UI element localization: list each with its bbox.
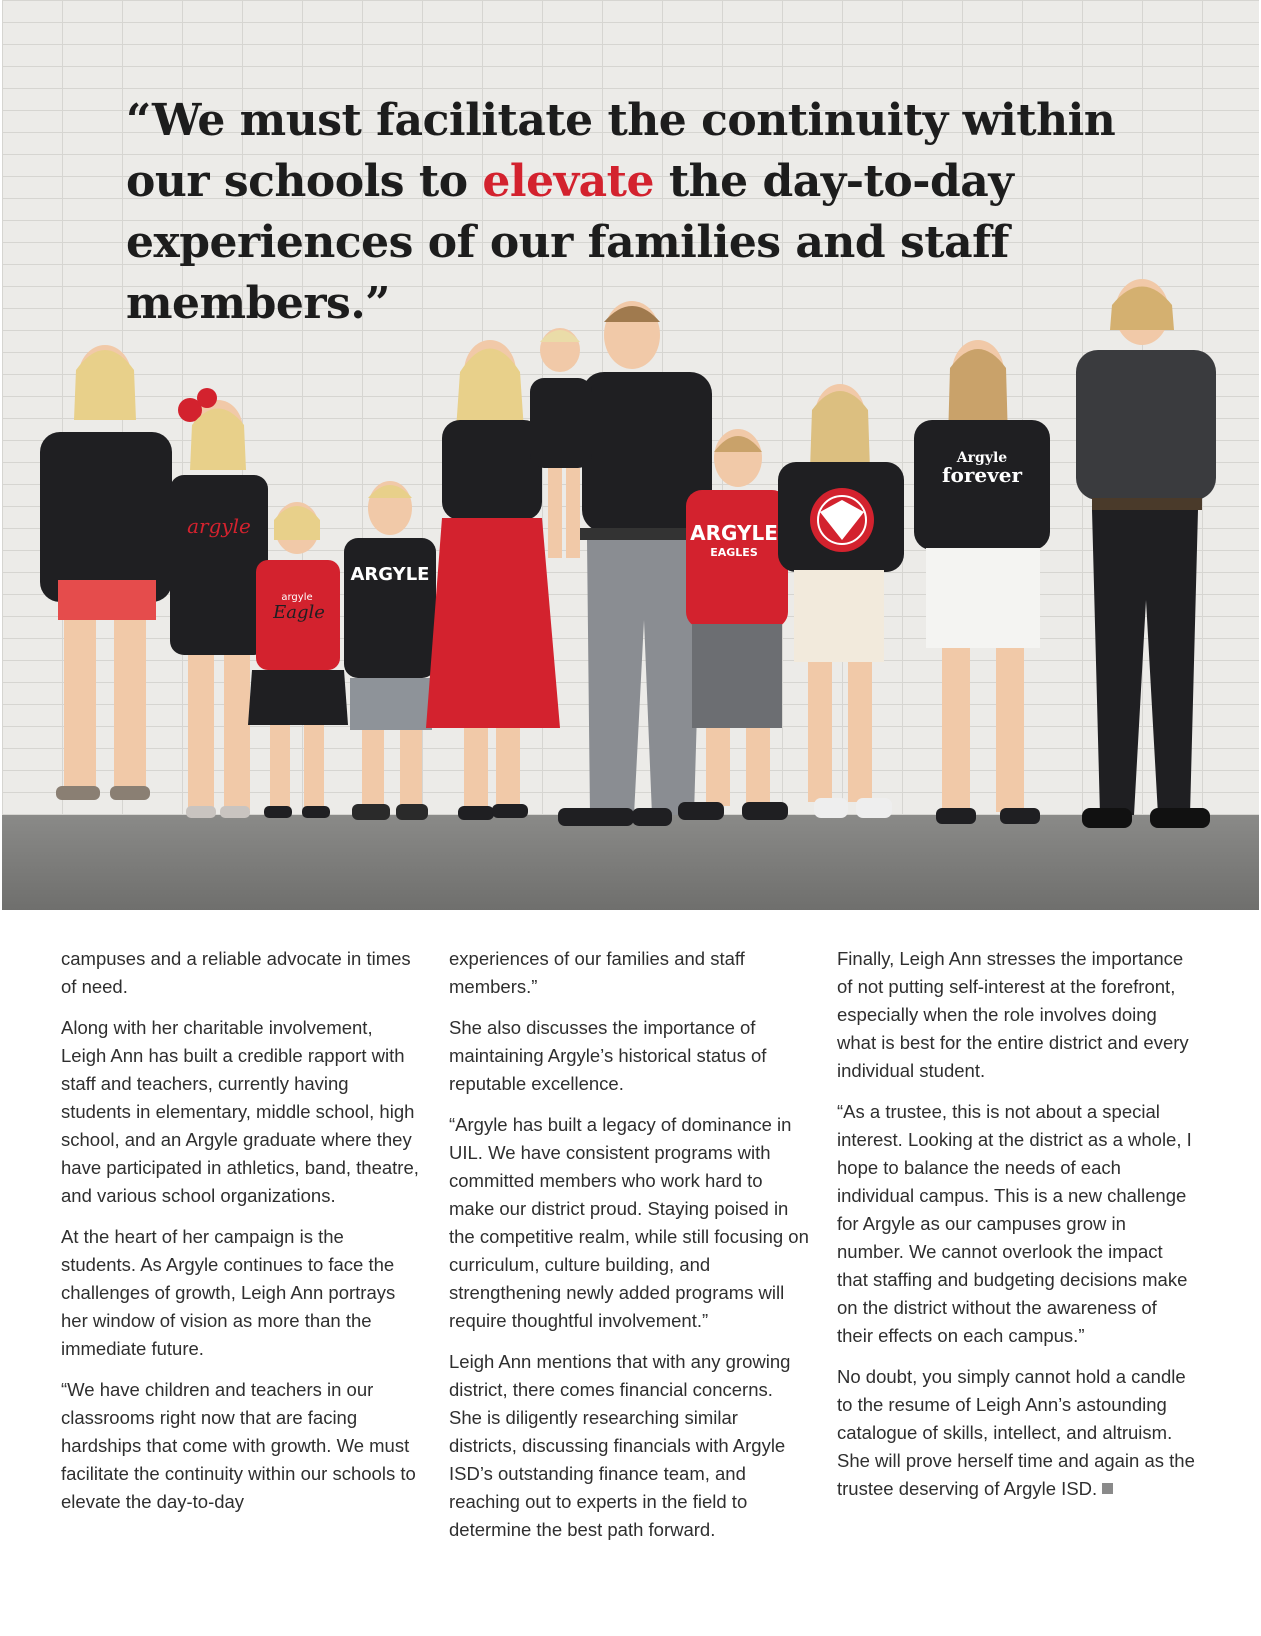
person-boy-1 bbox=[344, 481, 436, 820]
paragraph: experiences of our families and staff members.” bbox=[449, 948, 745, 997]
pull-quote-highlight: elevate bbox=[482, 156, 654, 207]
shirt-text-argyle-eagles: ARGYLE bbox=[690, 521, 778, 545]
paragraph: Along with her charitable involvement, Leigh Ann has built a credible rapport with staff and teachers, currently having students in elementary, middle school, high school, and an Argyle graduate where they have participated in athletics, band, theatre, and various school organizations. bbox=[61, 1017, 419, 1206]
pull-quote bbox=[126, 90, 1146, 334]
paragraph: Leigh Ann mentions that with any growing district, there comes financial concerns. She is diligently researching similar districts, discussing financials with Argyle ISD’s outstanding finance team, and reaching out to experts in the field to determine the best path forward. bbox=[449, 1351, 791, 1540]
paragraph: Finally, Leigh Ann stresses the importance of not putting self-interest at the forefront, especially when the role involves doing what is best for the entire district and every individual student. bbox=[837, 948, 1189, 1081]
paragraph: At the heart of her campaign is the students. As Argyle continues to face the challenges of growth, Leigh Ann portrays her window of vision as more than the immediate future. bbox=[61, 1226, 396, 1359]
person-father bbox=[530, 301, 712, 826]
paragraph: “As a trustee, this is not about a special interest. Looking at the district as a whole, I hope to balance the needs of each individual campus. This is a new challenge for Argyle as our campuses grow in number. We cannot overlook the impact that staffing and budgeting decisions make on the district without the awareness of their effects on each campus.” bbox=[837, 1101, 1192, 1346]
person-girl-5 bbox=[914, 340, 1050, 824]
article-column-3 bbox=[837, 945, 1197, 1516]
paragraph: “Argyle has built a legacy of dominance in UIL. We have consistent programs with committed members who work hard to make our district proud. Staying poised in the competitive realm, while still focusing on curriculum, culture building, and strengthening newly added programs will require thoughtful involvement.” bbox=[449, 1114, 809, 1331]
hero-photo bbox=[2, 0, 1259, 910]
person-girl-4 bbox=[778, 384, 904, 818]
shirt-text-cursive: Eagle bbox=[273, 602, 325, 623]
article-column-1 bbox=[61, 945, 421, 1529]
paragraph bbox=[837, 1363, 1197, 1503]
paragraph: “We have children and teachers in our classrooms right now that are facing hardships that come with growth. We must facilitate the continuity within our schools to elevate the day-to-day bbox=[61, 1379, 416, 1512]
shirt-text-forever-top: Argyle bbox=[956, 450, 1008, 466]
person-boy-3 bbox=[1076, 279, 1216, 828]
person-girl-1 bbox=[40, 345, 172, 800]
paragraph: She also discusses the importance of maintaining Argyle’s historical status of reputable excellence. bbox=[449, 1017, 767, 1094]
person-girl-2 bbox=[170, 388, 268, 818]
shirt-text-argyle-lower: argyle bbox=[187, 514, 251, 538]
shirt-text-argyle-small: argyle bbox=[281, 592, 313, 603]
paragraph: campuses and a reliable advocate in times of need. bbox=[61, 948, 411, 997]
pull-quote-before: “We must facilitate the continuity within our schools to bbox=[126, 95, 1116, 207]
pull-quote-after: the day-to-day experiences of our families and staff members.” bbox=[126, 156, 1014, 329]
shirt-text-forever: forever bbox=[941, 463, 1023, 487]
shirt-text-eagles: EAGLES bbox=[710, 546, 758, 559]
shirt-text-argyle-block: ARGYLE bbox=[350, 564, 430, 585]
closing-paragraph-text: No doubt, you simply cannot hold a candle to the resume of Leigh Ann’s astounding catalogue of skills, intellect, and altruism. She will prove herself time and again as the trustee deserving of Argyle ISD. bbox=[837, 1366, 1195, 1499]
end-mark-icon bbox=[1102, 1483, 1113, 1494]
article-column-2 bbox=[449, 945, 809, 1557]
